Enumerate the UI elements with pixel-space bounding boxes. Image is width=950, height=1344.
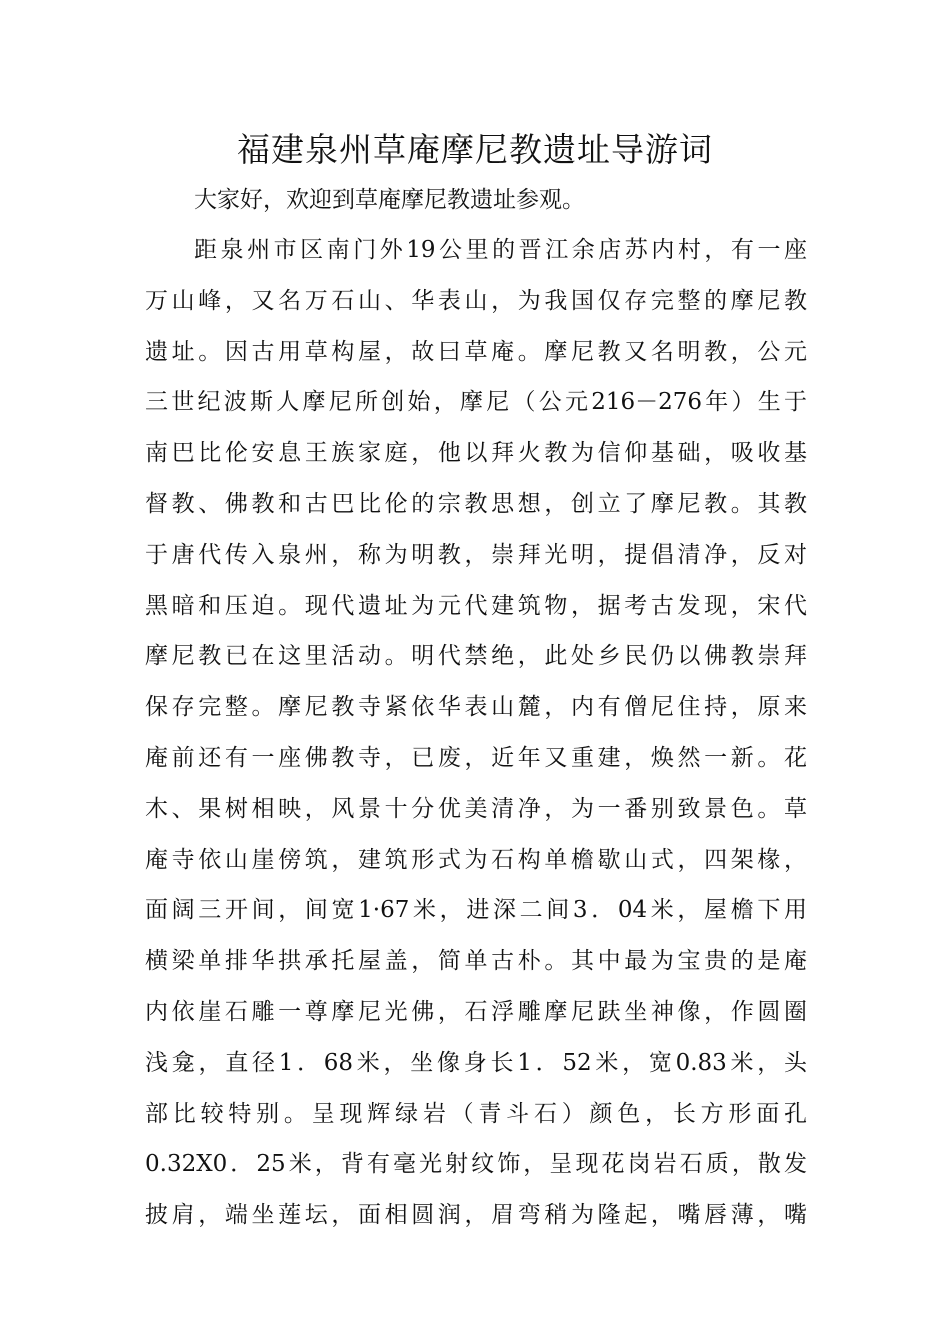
greeting-paragraph: 大家好，欢迎到草庵摩尼教遗址参观。 (194, 187, 585, 213)
text-line: 保存完整。摩尼教寺紧依华表山麓，内有僧尼住持，原来 (145, 694, 807, 721)
text-line: 黑暗和压迫。现代遗址为元代建筑物，据考古发现，宋代 (145, 592, 807, 619)
text-line: 南巴比伦安息王族家庭，他以拜火教为信仰基础，吸收基 (145, 440, 807, 467)
text-line: 督教、佛教和古巴比伦的宗教思想，创立了摩尼教。其教 (145, 490, 807, 517)
text-line: 遗址。因古用草构屋，故曰草庵。摩尼教又名明教，公元 (145, 338, 807, 365)
text-line: 庵寺依山崖傍筑，建筑形式为石构单檐歇山式，四架椽， (145, 846, 807, 873)
text-line: 三世纪波斯人摩尼所创始，摩尼（公元216－276年）生于 (145, 389, 807, 416)
text-line: 0.32X0．25米，背有毫光射纹饰，呈现花岗岩石质，散发 (145, 1151, 807, 1178)
body-paragraph (145, 230, 807, 1246)
text-line: 浅龛，直径1．68米，坐像身长1．52米，宽0.83米，头 (145, 1049, 807, 1076)
text-line: 披肩，端坐莲坛，面相圆润，眉弯稍为隆起，嘴唇薄，嘴 (145, 1202, 807, 1229)
text-line: 万山峰，又名万石山、华表山，为我国仅存完整的摩尼教 (145, 287, 807, 314)
text-line: 面阔三开间，间宽1·67米，进深二间3．04米，屋檐下用 (145, 897, 807, 924)
text-line: 于唐代传入泉州，称为明教，崇拜光明，提倡清净，反对 (145, 541, 807, 568)
text-line: 部比较特别。呈现辉绿岩（青斗石）颜色，长方形面孔 (145, 1100, 807, 1127)
text-line: 木、果树相映，风景十分优美清净，为一番别致景色。草 (145, 795, 807, 822)
page-title: 福建泉州草庵摩尼教遗址导游词 (237, 130, 713, 169)
text-line: 横梁单排华拱承托屋盖，简单古朴。其中最为宝贵的是庵 (145, 948, 807, 975)
text-line: 摩尼教已在这里活动。明代禁绝，此处乡民仍以佛教崇拜 (145, 643, 807, 670)
text-line: 距泉州市区南门外19公里的晋江余店苏内村，有一座 (194, 237, 807, 263)
text-line: 庵前还有一座佛教寺，已废，近年又重建，焕然一新。花 (145, 744, 807, 771)
text-line: 内依崖石雕一尊摩尼光佛，石浮雕摩尼趺坐神像，作圆圈 (145, 998, 807, 1025)
